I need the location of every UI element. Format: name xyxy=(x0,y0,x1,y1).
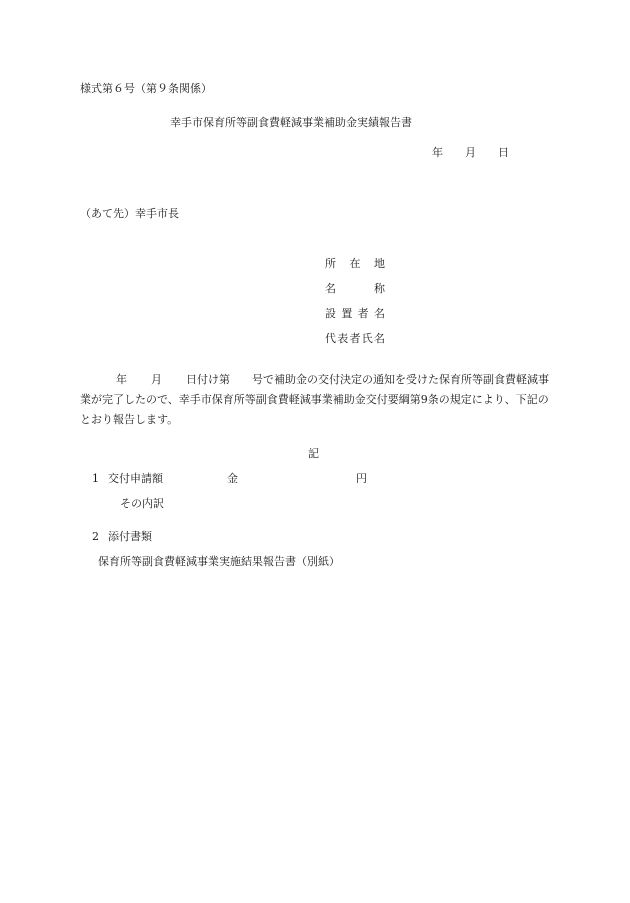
applicant-row-founder xyxy=(325,308,385,333)
ki-heading: 記 xyxy=(308,447,319,460)
item-attachments xyxy=(92,531,152,542)
document-title: 幸手市保育所等副食費軽減事業補助金実績報告書 xyxy=(170,116,412,129)
address-label: 所 在 地 xyxy=(325,257,385,270)
applicant-row-name xyxy=(325,283,385,308)
body-text: 号で補助金の交付決定の通知を受けた保育所等副食費軽減事業が完了したので、幸手市保育所等副食費軽減事業補助金交付要綱第9条の規定により、下記のとおり報告します。 xyxy=(80,373,549,426)
name-label: 名 称 xyxy=(325,282,385,295)
item1-suffix: 円 xyxy=(356,472,367,485)
addressee: （あて先）幸手市長 xyxy=(80,207,179,220)
body-year: 年 xyxy=(116,373,127,386)
date-line xyxy=(432,147,509,158)
breakdown-label: その内訳 xyxy=(120,497,164,510)
date-month: 月 xyxy=(465,146,476,159)
date-day: 日 xyxy=(498,146,509,159)
report-body xyxy=(80,370,550,430)
item1-label: 交付申請額 xyxy=(108,472,163,485)
applicant-row-representative xyxy=(325,333,385,358)
applicant-block xyxy=(325,258,385,358)
attachment-name: 保育所等副食費軽減事業実施結果報告書（別紙） xyxy=(98,555,340,568)
item-application-amount xyxy=(92,473,367,484)
item2-label: 添付書類 xyxy=(108,530,152,543)
item2-number: 2 xyxy=(92,530,99,543)
body-month: 月 xyxy=(151,373,162,386)
item1-prefix: 金 xyxy=(227,472,238,485)
form-number: 様式第６号（第９条関係） xyxy=(80,82,212,95)
date-year: 年 xyxy=(432,146,443,159)
founder-label: 設 置 者 名 xyxy=(325,307,385,320)
applicant-row-address xyxy=(325,258,385,283)
body-day-issued: 日付け第 xyxy=(186,373,230,386)
item1-number: 1 xyxy=(92,472,99,485)
representative-label: 代表者氏名 xyxy=(325,332,385,345)
